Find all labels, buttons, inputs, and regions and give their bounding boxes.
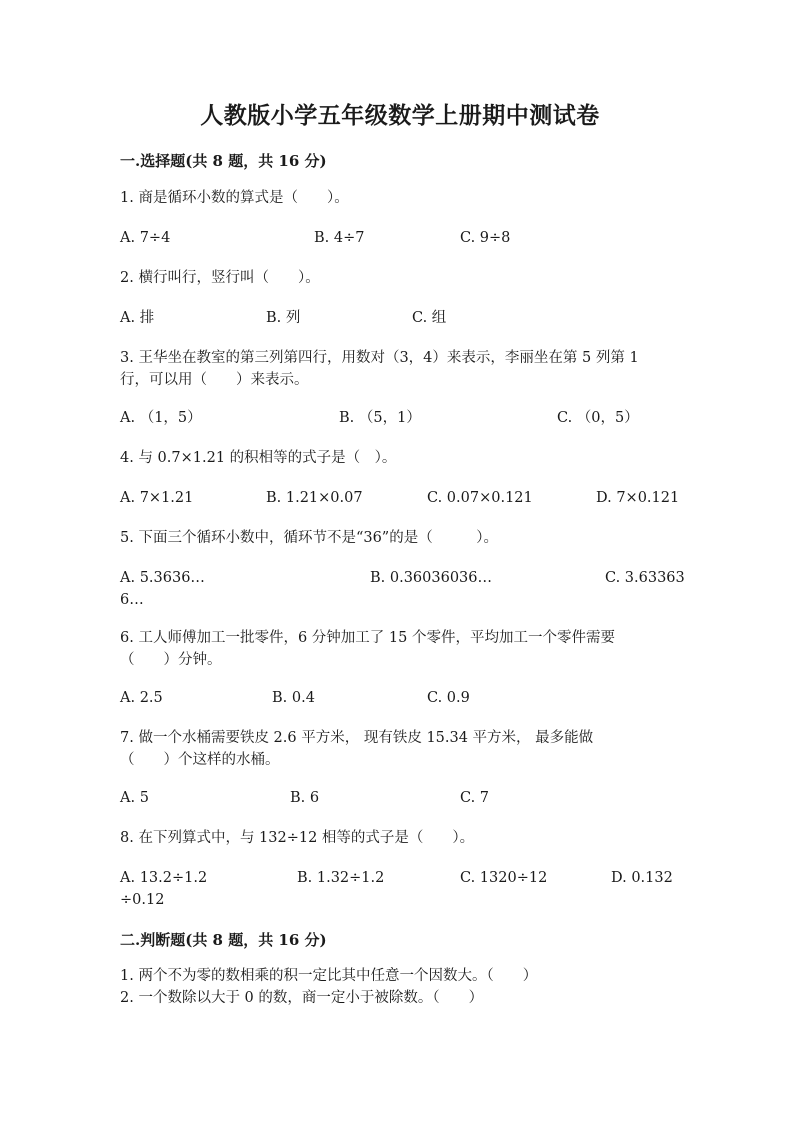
question-6-option-a: A. 2.5 [120,690,163,706]
tf-question-1: 1. 两个不为零的数相乘的积一定比其中任意一个因数大。（ ） [120,968,538,984]
question-7-stem-line-1: 7. 做一个水桶需要铁皮 2.6 平方米， 现有铁皮 15.34 平方米， 最多能做 [120,730,594,746]
question-4-option-b: B. 1.21×0.07 [266,490,363,506]
question-1-option-c: C. 9÷8 [460,230,511,246]
section-heading-choice: 一.选择题(共 8 题，共 16 分) [120,152,327,170]
question-1-stem: 1. 商是循环小数的算式是（ ）。 [120,190,349,206]
section-heading-true-false: 二.判断题(共 8 题，共 16 分) [120,931,327,949]
question-5-stem: 5. 下面三个循环小数中，循环节不是“36”的是（ ）。 [120,530,498,546]
question-6-option-b: B. 0.4 [272,690,315,706]
question-7-option-c: C. 7 [460,790,490,806]
question-6-option-c: C. 0.9 [427,690,470,706]
question-8-option-b: B. 1.32÷1.2 [297,870,385,886]
question-3-stem-line-1: 3. 王华坐在教室的第三列第四行，用数对（3，4）来表示，李丽坐在第 5 列第 1 [120,350,639,366]
question-6-stem-line-1: 6. 工人师傅加工一批零件，6 分钟加工了 15 个零件，平均加工一个零件需要 [120,630,615,646]
page-title: 人教版小学五年级数学上册期中测试卷 [200,102,600,129]
question-6-stem-line-2: （ ）分钟。 [120,652,222,668]
question-3-stem-line-2: 行，可以用（ ）来表示。 [120,372,309,388]
question-7-stem-line-2: （ ）个这样的水桶。 [120,752,280,768]
question-5-option-c-line-1: C. 3.63363 [605,570,685,586]
question-5-option-c-line-2: 6… [120,592,144,608]
question-8-option-d-line-1: D. 0.132 [611,870,673,886]
question-1-option-a: A. 7÷4 [120,230,171,246]
question-4-stem: 4. 与 0.7×1.21 的积相等的式子是（ ）。 [120,450,397,466]
question-4-option-d: D. 7×0.121 [596,490,680,506]
question-8-option-c: C. 1320÷12 [460,870,548,886]
question-5-option-a: A. 5.3636… [120,570,205,586]
question-8-option-d-line-2: ÷0.12 [120,892,165,908]
question-4-option-a: A. 7×1.21 [120,490,194,506]
question-2-stem: 2. 横行叫行，竖行叫（ ）。 [120,270,320,286]
question-7-option-a: A. 5 [120,790,149,806]
question-2-option-b: B. 列 [266,310,301,326]
question-4-option-c: C. 0.07×0.121 [427,490,533,506]
question-3-option-c: C. （0，5） [557,410,639,426]
question-3-option-a: A. （1，5） [120,410,202,426]
question-1-option-b: B. 4÷7 [314,230,365,246]
question-8-stem: 8. 在下列算式中，与 132÷12 相等的式子是（ ）。 [120,830,475,846]
question-5-option-b: B. 0.36036036… [370,570,493,586]
tf-question-2: 2. 一个数除以大于 0 的数，商一定小于被除数。（ ） [120,990,484,1006]
question-2-option-c: C. 组 [412,310,447,326]
question-2-option-a: A. 排 [120,310,155,326]
question-3-option-b: B. （5，1） [339,410,421,426]
question-8-option-a: A. 13.2÷1.2 [120,870,208,886]
question-7-option-b: B. 6 [290,790,320,806]
